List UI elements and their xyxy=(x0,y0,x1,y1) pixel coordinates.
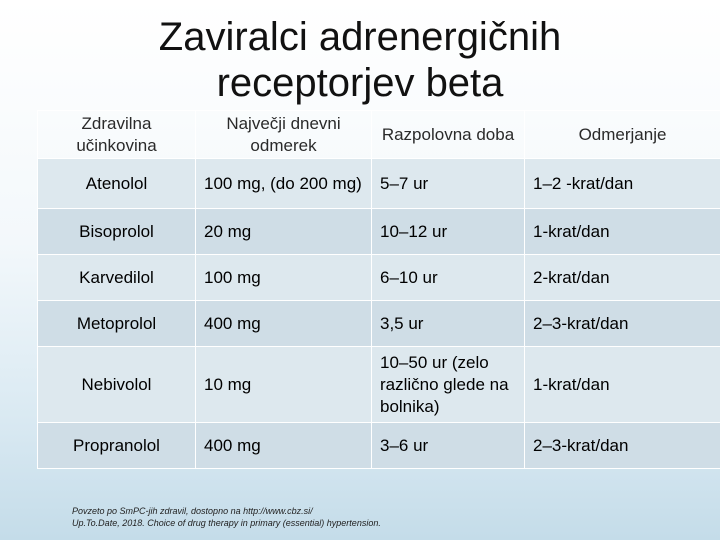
cell-half-life: 3–6 ur xyxy=(372,423,525,469)
cell-max-dose: 10 mg xyxy=(196,347,372,423)
cell-half-life: 5–7 ur xyxy=(372,159,525,209)
table-row xyxy=(38,209,720,255)
cell-max-dose: 100 mg xyxy=(196,255,372,301)
cell-drug: Metoprolol xyxy=(38,301,196,347)
cell-max-dose: 20 mg xyxy=(196,209,372,255)
table-header-row xyxy=(38,111,720,159)
table-row xyxy=(38,255,720,301)
cell-drug: Propranolol xyxy=(38,423,196,469)
cell-half-life: 10–50 ur (zelo različno glede na bolnika) xyxy=(372,347,525,423)
slide-title: Zaviralci adrenergičnih receptorjev beta xyxy=(158,15,562,105)
cell-dosing: 2–3-krat/dan xyxy=(525,301,720,347)
cell-dosing: 2-krat/dan xyxy=(525,255,720,301)
table-row xyxy=(38,159,720,209)
cell-max-dose: 400 mg xyxy=(196,301,372,347)
cell-dosing: 1-krat/dan xyxy=(525,209,720,255)
table-row xyxy=(38,347,720,423)
cell-drug: Atenolol xyxy=(38,159,196,209)
cell-max-dose: 100 mg, (do 200 mg) xyxy=(196,159,372,209)
table-row xyxy=(38,423,720,469)
beta-blocker-table xyxy=(37,110,720,469)
cell-max-dose: 400 mg xyxy=(196,423,372,469)
table-row xyxy=(38,301,720,347)
cell-drug: Bisoprolol xyxy=(38,209,196,255)
source-line-1: Povzeto po SmPC-jih zdravil, dostopno na http://www.cbz.si/ xyxy=(72,506,313,516)
cell-drug: Nebivolol xyxy=(38,347,196,423)
cell-dosing: 1-krat/dan xyxy=(525,347,720,423)
cell-dosing: 2–3-krat/dan xyxy=(525,423,720,469)
cell-half-life: 3,5 ur xyxy=(372,301,525,347)
cell-half-life: 6–10 ur xyxy=(372,255,525,301)
cell-dosing: 1–2 -krat/dan xyxy=(525,159,720,209)
header-drug: Zdravilna učinkovina xyxy=(38,111,196,159)
header-dosing: Odmerjanje xyxy=(525,111,720,159)
source-citation xyxy=(72,505,632,529)
source-line-2: Up.To.Date, 2018. Choice of drug therapy in primary (essential) hypertension. xyxy=(72,518,381,528)
header-max-dose: Največji dnevni odmerek xyxy=(196,111,372,159)
header-half-life: Razpolovna doba xyxy=(372,111,525,159)
cell-half-life: 10–12 ur xyxy=(372,209,525,255)
cell-drug: Karvedilol xyxy=(38,255,196,301)
